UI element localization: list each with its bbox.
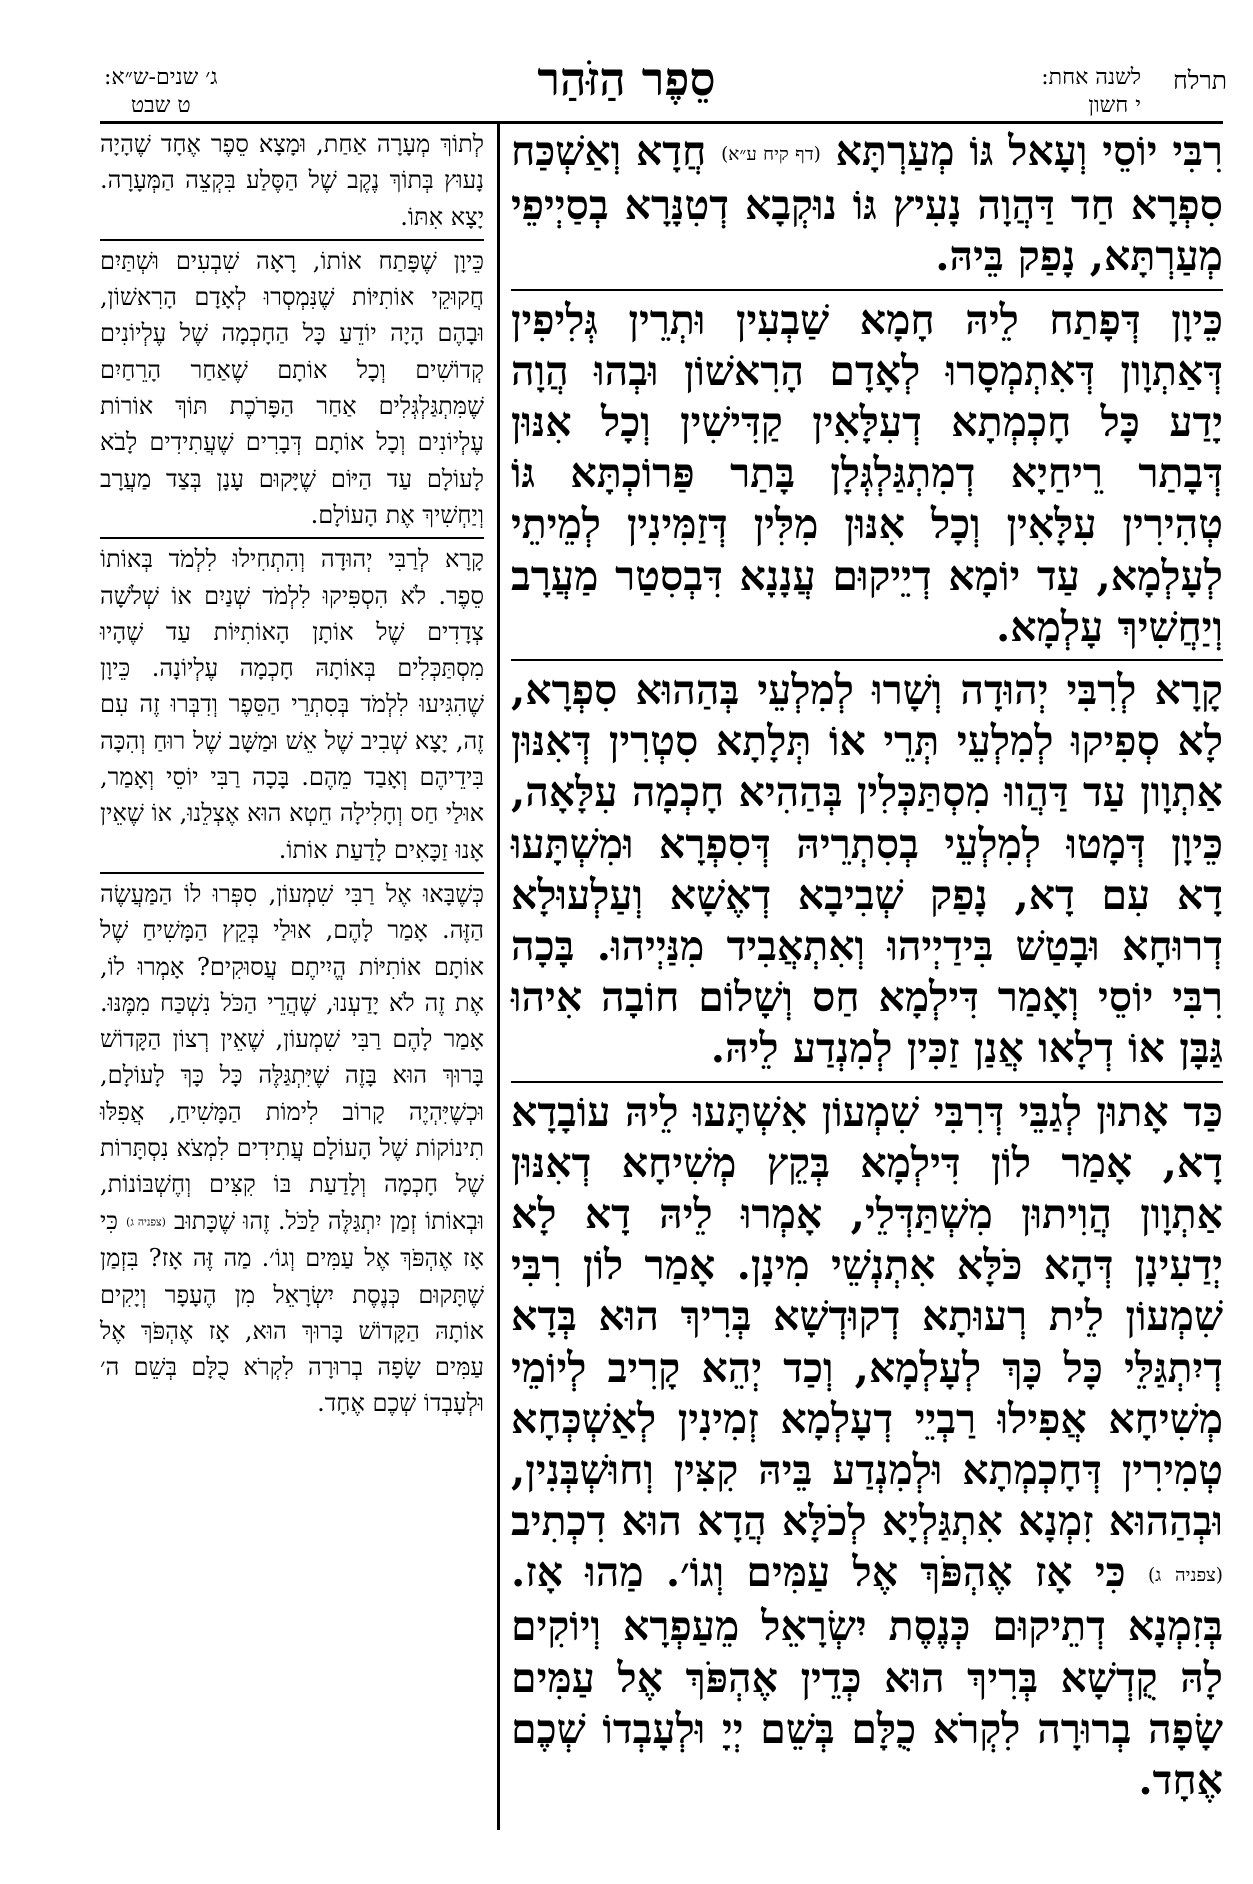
aramaic-p4-verse-ref: (צפניה ג) (1147, 1565, 1224, 1587)
hebrew-p4-text: כְּשֶׁבָּאוּ אֶל רַבִּי שִׁמְעוֹן, סִפְּרוּ לוֹ הַמַּעֲשֶׂה הַזֶּה. אָמַר לָהֶם, אוּלַי בְּקֵץ הַמָּשִׁיחַ שֶׁל אוֹתָם אוֹתִיּוֹת הֱיִיתֶם עֲסוּקִים? אָמְרוּ לוֹ, אֶת זֶה לֹא יָדַעְנוּ, שֶׁהֲרֵי הַכֹּל נִשְׁכַּח מִמֶּנּוּ. אָמַר לָהֶם רַבִּי שִׁמְעוֹן, שֶׁאֵין רְצוֹן הַקָּדוֹשׁ בָּרוּךְ הוּא בָּזֶה שֶׁיִּתְגַּלֶּה כָּל כָּךְ לָעוֹלָם, וּכְשֶׁיִּהְיֶה קָרוֹב לִימוֹת הַמָּשִׁיחַ, אֲפִלּוּ תִינוֹקוֹת שֶׁל הָעוֹלָם עֲתִידִים לִמְצֹא נִסְתָּרוֹת שֶׁל חָכְמָה וְלָדַעַת בּוֹ קִצִּים וְחֶשְׁבּוֹנוֹת, וּבְאוֹתוֹ זְמַן יִתְגַּלֶּה לַכֹּל. זֶהוּ שֶׁכָּתוּב (100, 879, 484, 1235)
column-divider (497, 124, 500, 1830)
aramaic-p4-rest: כִּי אָז אֶהְפֹּךְ אֶל עַמִּים וְגוֹ׳. מַהוּ אָז. בְּזִמְנָא דְתֵיקוּם כְּנֶסֶת יִשְׂרָאֵל מֵעַפְרָא וְיוֹקִים לָהּ קֻדְשָׁא בְּרִיךְ הוּא כְּדֵין אֶהְפֹּךְ אֶל עַמִּים שָׂפָה בְרוּרָה לִקְרֹא כֻלָּם בְּשֵׁם יְיָ וּלְעָבְדוֹ שְׁכֶם אֶחָד. (511, 1548, 1223, 1805)
three-year-schedule-line1: ג׳ שנים-ש״א: (104, 65, 218, 90)
yearly-schedule-line1: לשנה אחת: (1041, 65, 1141, 90)
aramaic-p1-page-ref: (דף קיח ע״א) (721, 143, 821, 165)
hebrew-translation-column (100, 126, 484, 1422)
page-title: סֵפֶר הַזֹּהַר (537, 52, 716, 106)
hebrew-p4-rest: כִּי אָז אֶהְפֹּךְ אֶל עַמִּים וְגוֹ׳. מַה זֶּה אָז? בִּזְמַן שֶׁתָּקוּם כְּנֶסֶת יִשְׂרָאֵל מִן הֶעָפָר וְיָקִים אוֹתָהּ הַקָּדוֹשׁ בָּרוּךְ הוּא, אָז אֶהְפֹּךְ אֶל עַמִּים שָׂפָה בְרוּרָה לִקְרֹא כֻלָּם בְּשֵׁם ה׳ וּלְעָבְדוֹ שְׁכֶם אֶחָד. (100, 1206, 484, 1418)
hebrew-paragraph-2: כֵּיוָן שֶׁפָּתַח אוֹתוֹ, רָאָה שִׁבְעִים וּשְׁתַּיִם חֲקוּקֵי אוֹתִיּוֹת שֶׁנִּמְסְרוּ לְאָדָם הָרִאשׁוֹן, וּבָהֶם הָיָה יוֹדֵעַ כָּל הַחָכְמָה שֶׁל עֶלְיוֹנִים קְדוֹשִׁים וְכָל אוֹתָם שֶׁאַחַר הָרֵחַיִם שֶׁמִּתְגַּלְגְּלִים אַחַר הַפָּרֹכֶת תּוֹךְ אוֹרוֹת עֶלְיוֹנִים וְכָל אוֹתָם דְּבָרִים שֶׁעֲתִידִים לָבֹא לָעוֹלָם עַד הַיּוֹם שֶׁיָּקוּם עָנָן בְּצַד מַעֲרָב וְיַחְשִׁיךְ אֶת הָעוֹלָם. (100, 239, 484, 533)
hebrew-paragraph-1: לְתוֹךְ מְעָרָה אַחַת, וּמָצָא סֵפֶר אֶחָד שֶׁהָיָה נָעוּץ בְּתוֹךְ נֶקֶב שֶׁל הַסֶּלַע בִּקְצֵה הַמְּעָרָה. יָצָא אִתּוֹ. (100, 130, 484, 231)
aramaic-p1-text: רִבִּי יוֹסֵי וְעָאל גּוֹ מְעַרְתָּא (835, 127, 1223, 175)
hebrew-p4-verse-ref: (צפניה ג) (126, 1214, 166, 1228)
hebrew-paragraph-4 (100, 872, 484, 1422)
yearly-schedule-line2: י חשון (1088, 93, 1141, 118)
page-number: תרלח (1172, 66, 1227, 95)
aramaic-column (511, 126, 1223, 1806)
three-year-schedule-label (104, 64, 218, 120)
aramaic-paragraph-2: כֵּיוָן דְּפָתַח לֵיהּ חָמָא שַׁבְעִין וּתְרֵין גְּלִיפִין דְּאַתְוָון דְּאִתְמְסָרוּ לְאָדָם הָרִאשׁוֹן וּבְהוּ הֲוָה יָדַע כָּל חָכְמְתָא דְעִלָּאִין קַדִּישִׁין וְכָל אִנּוּן דְּבָתַר רֵיחַיָא דְמִתְגַּלְגְּלָן בָּתַר פַּרוֹכְתָּא גּוֹ טְהִירִין עִלָּאִין וְכָל אִנּוּן מִלִּין דְּזַמִּינִין לְמֵיתֵי לְעָלְמָא, עַד יוֹמָא דְיֵיקוּם עֲנָנָא דִּבְסִטַר מַעֲרָב וְיַחֲשִׁיךְ עָלְמָא. (511, 289, 1223, 653)
aramaic-paragraph-1 (511, 126, 1223, 283)
aramaic-p4-text: כַּד אָתוּן לְגַבֵּי דְּרִבִּי שִׁמְעוֹן אִשְׁתָּעוּ לֵיהּ עוֹבָדָא דָא, אָמַר לוֹן דִּילְמָא בְּקֵץ מְשִׁיחָא דְאִנּוּן אַתְוָון הֲוִיתוּן מִשְׁתַּדְּלֵי, אָמְרוּ לֵיהּ דָא לָא יְדַעִינָן דְּהָא כֹּלָּא אִתְנְשֵׁי מִינָן. אָמַר לוֹן רִבִּי שִׁמְעוֹן לֵית רְעוּתָא דְקוּדְשָׁא בְּרִיךְ הוּא בְּדָא דְיִתְגַּלֵּי כָּל כָּךְ לְעָלְמָא, וְכַד יְהֵא קָרִיב לְיוֹמֵי מְשִׁיחָא אֲפִילוּ רַבְיֵי דְעָלְמָא זְמִינִין לְאַשְׁכְּחָא טְמִירִין דְּחָכְמְתָא וּלְמִנְדַע בֵּיהּ קִצִּין וְחוּשְׁבְּנִין, וּבְהַהוּא זִמְנָא אִתְגַּלְיָא לְכֹלָּא הֲדָא הוּא דִכְתִיב (511, 1087, 1223, 1546)
aramaic-paragraph-3: קָרָא לְרִבִּי יְהוּדָה וְשָׁרוּ לְמִלְעֵי בְּהַהוּא סִפְרָא, לָא סְפִיקוּ לְמִלְעֵי תְּרֵי אוֹ תְּלָתָא סִטְרִין דְּאִנּוּן אַתְוָון עַד דַּהֲווּ מִסְתַּכְּלִין בְּהַהִיא חָכְמָה עִלָּאָה, כֵּיוָן דְּמָטוּ לְמִלְעֵי בְסִתְרֵיהּ דְּסִפְרָא וּמִשְׁתָּעוּ דָא עִם דָא, נָפַק שְׁבִיבָא דְאֶשָׁא וְעַלְעוּלָא דְרוּחָא וּבָטַשׁ בִּידַיְיהוּ וְאִתְאֲבִיד מִנַּיְיהוּ. בָּכָה רִבִּי יוֹסֵי וְאָמַר דִּילְמָא חַס וְשָׁלוֹם חוֹבָה אִיהוּ גַּבָּן אוֹ דְלָאו אֲנַן זַכִּין לְמִנְדַע לֵיהּ. (511, 659, 1223, 1075)
aramaic-p1-rest: חֲדָא וְאַשְׁכַּח סִפְרָא חַד דַּהֲוָה נָעִיץ גּוֹ נוּקְבָא דְטִנָּרָא בְסַיְיפֵי מְעַרְתָּא, נָפַק בֵּיהּ. (511, 127, 1223, 281)
three-year-schedule-line2: ט שבט (130, 93, 191, 118)
hebrew-paragraph-3: קָרָא לְרַבִּי יְהוּדָה וְהִתְחִילוּ לִלְמֹד בְּאוֹתוֹ סֵפֶר. לֹא הִסְפִּיקוּ לִלְמֹד שְׁנַיִם אוֹ שְׁלֹשָׁה צְדָדִים שֶׁל אוֹתָן הָאוֹתִיּוֹת עַד שֶׁהָיוּ מִסְתַּכְּלִים בְּאוֹתָהּ חָכְמָה עֶלְיוֹנָה. כֵּיוָן שֶׁהִגִּיעוּ לִלְמֹד בְּסִתְרֵי הַסֵּפֶר וְדִבְּרוּ זֶה עִם זֶה, יָצָא שְׁבִיב שֶׁל אֵשׁ וּמַשָּׁב שֶׁל רוּחַ וְהִכָּה בִּידֵיהֶם וְאָבַד מֵהֶם. בָּכָה רַבִּי יוֹסֵי וְאָמַר, אוּלַי חַס וְחָלִילָה חֵטְא הוּא אֶצְלֵנוּ, אוֹ שֶׁאֵין אָנוּ זַכָּאִים לָדַעַת אוֹתוֹ. (100, 537, 484, 868)
aramaic-paragraph-4 (511, 1081, 1223, 1807)
header-rule (100, 121, 1223, 124)
